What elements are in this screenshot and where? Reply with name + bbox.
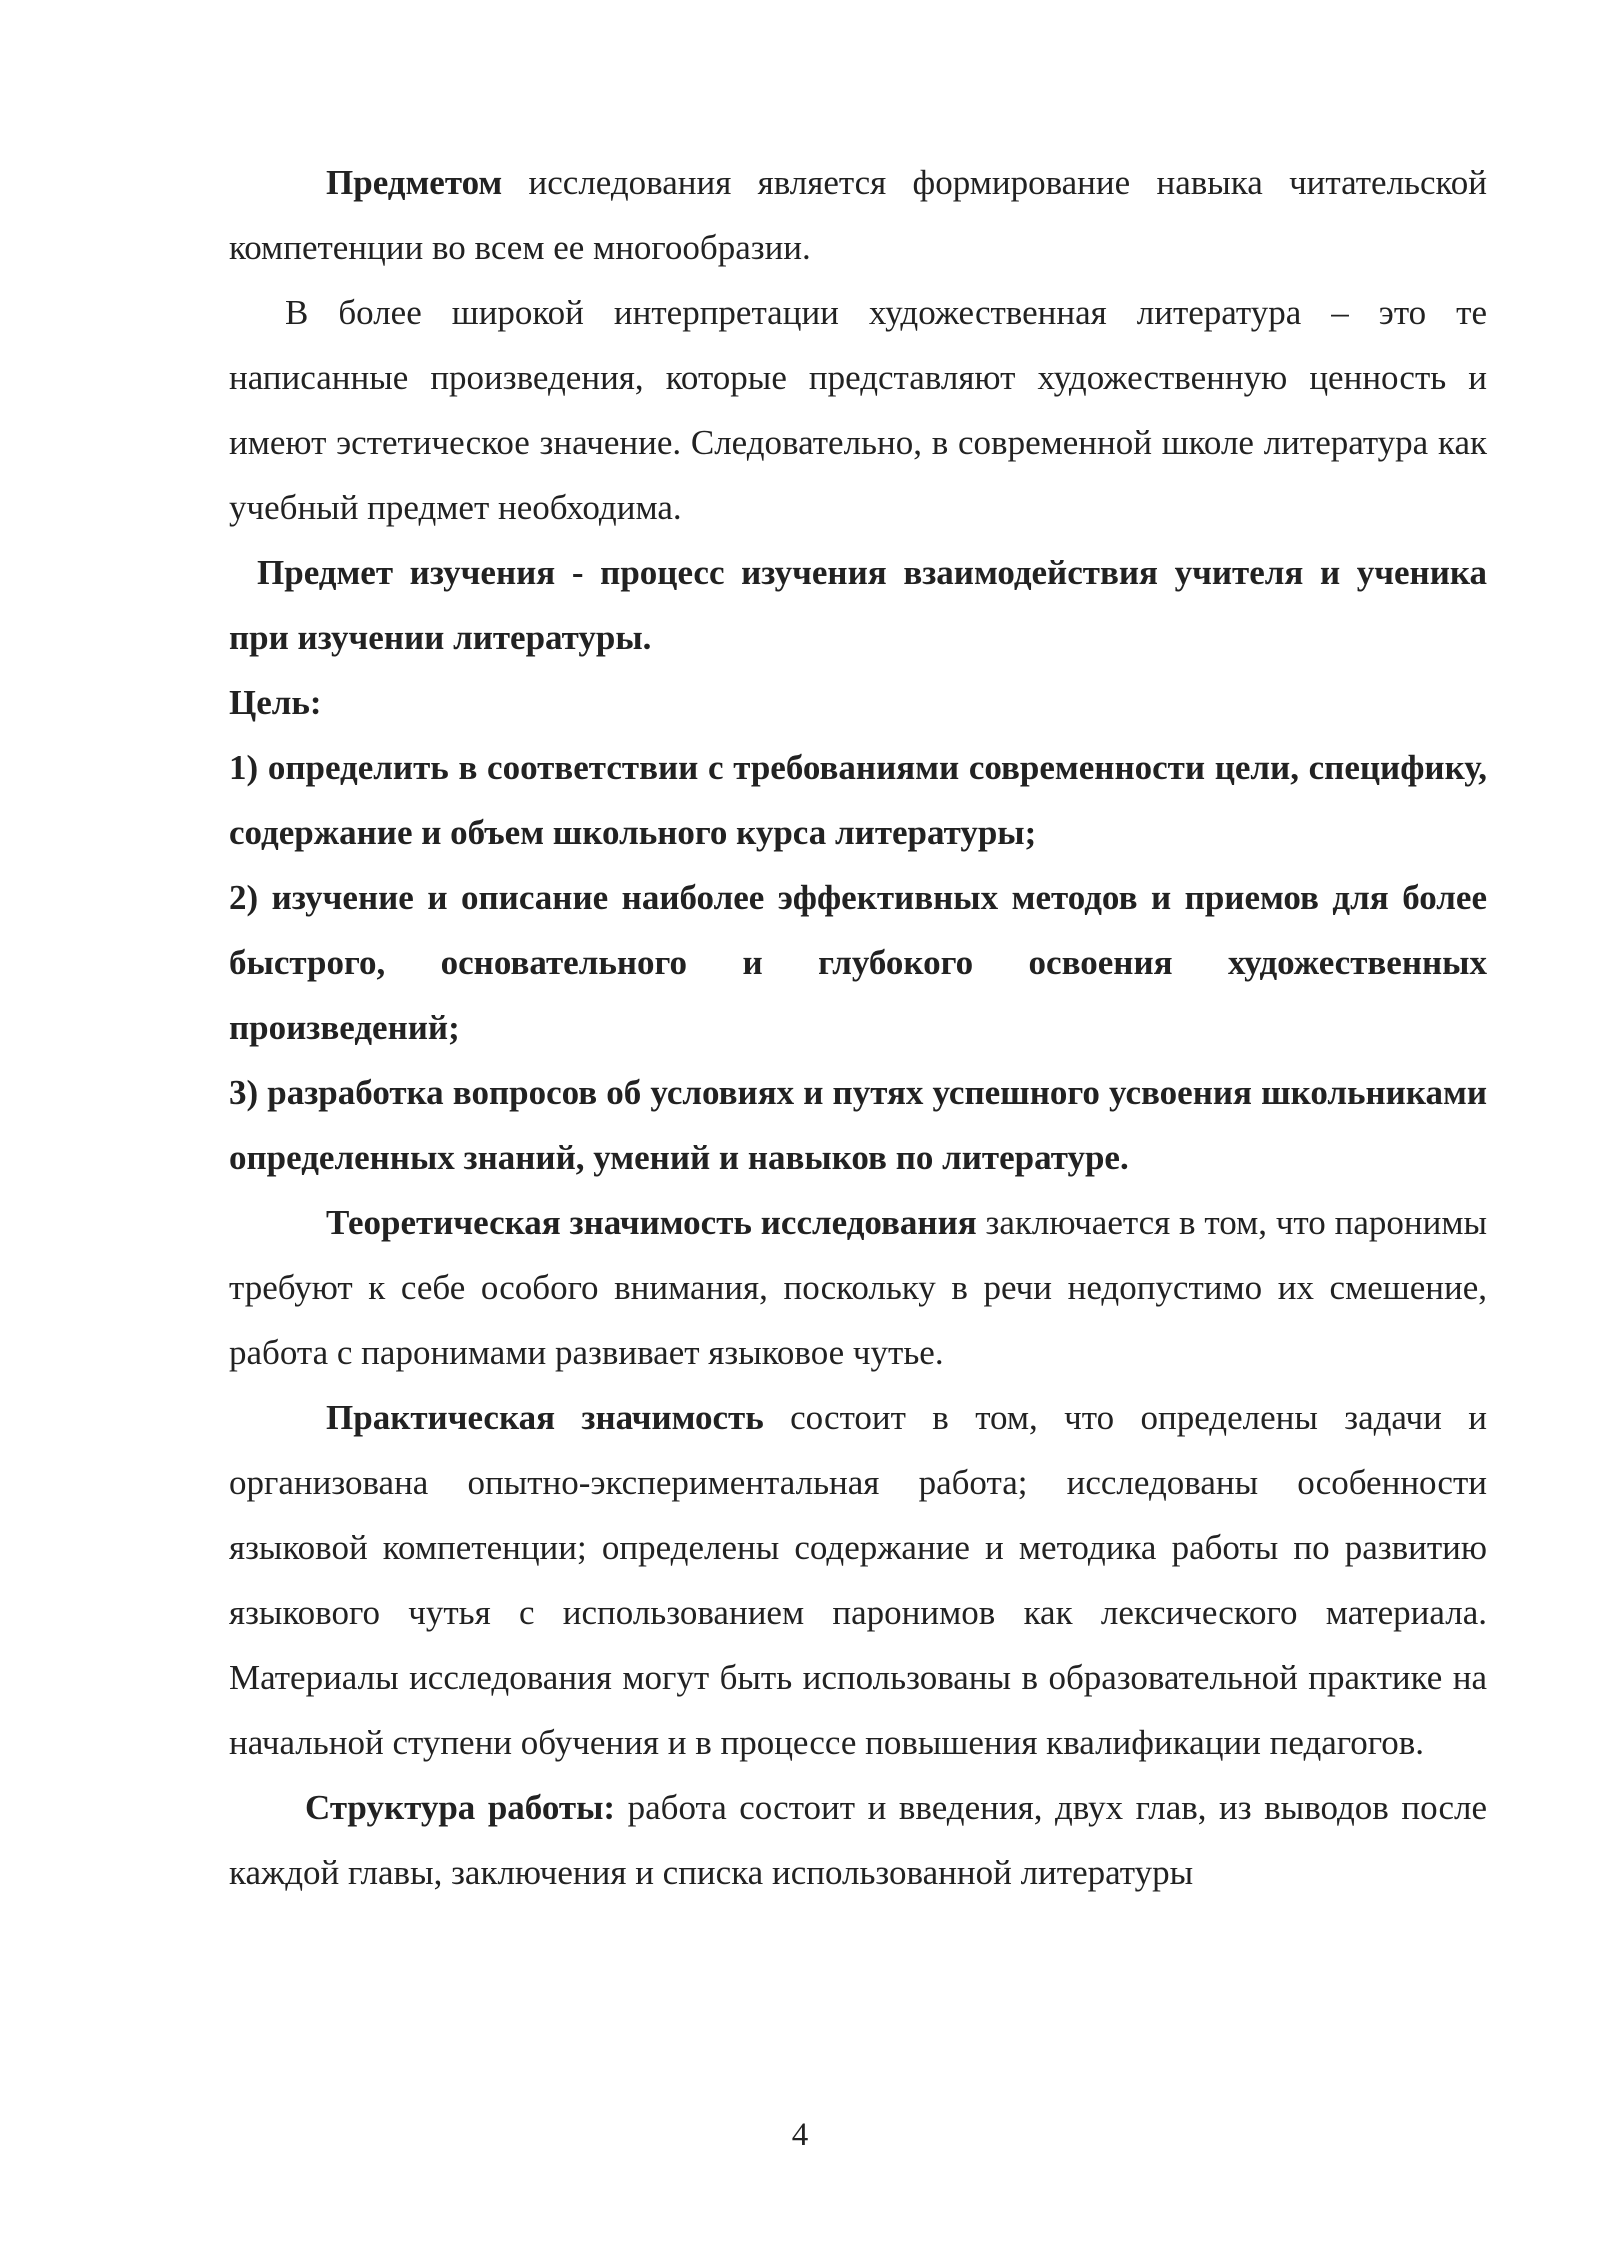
practical-significance-paragraph [229, 1385, 1487, 1775]
research-subject-paragraph [229, 150, 1487, 280]
page-number: 4 [791, 2117, 809, 2153]
theoretical-significance-paragraph [229, 1190, 1487, 1385]
study-subject-paragraph: Предмет изучения - процесс изучения взаимодействия учителя и ученика при изучении литературы. [229, 553, 1487, 657]
goal-item-3: 3) разработка вопросов об условиях и путях успешного усвоения школьниками определенных знаний, умений и навыков по литературе. [229, 1073, 1487, 1177]
practical-significance-lead: Практическая значимость [326, 1398, 764, 1437]
practical-significance-text: состоит в том, что определены задачи и организована опытно-экспериментальная работа; исследованы особенности языковой компетенции; определены содержание и методика работы по развитию языкового чутья с использованием паронимов как лексического материала. Материалы исследования могут быть использованы в образовательной практике на начальной ступени обучения и в процессе повышения квалификации педагогов. [229, 1398, 1487, 1762]
theoretical-significance-text: заключается в том, что паронимы требуют к себе особого внимания, поскольку в речи недопустимо их смешение, работа с паронимами развивает языковое чутье. [229, 1203, 1488, 1372]
goal-heading: Цель: [229, 683, 322, 722]
work-structure-lead: Структура работы: [305, 1788, 616, 1827]
research-subject-lead: Предметом [326, 163, 503, 202]
document-body [229, 150, 1487, 1905]
theoretical-significance-lead: Теоретическая значимость исследования [326, 1203, 977, 1242]
goal-item-1: 1) определить в соответствии с требованиями современности цели, специфику, содержание и объем школьного курса литературы; [229, 748, 1487, 852]
goal-item-2: 2) изучение и описание наиболее эффективных методов и приемов для более быстрого, основательного и глубокого освоения художественных произведений; [229, 878, 1487, 1047]
research-subject-text: исследования является формирование навыка читательской компетенции во всем ее многообразии. [229, 163, 1487, 267]
work-structure-text: работа состоит и введения, двух глав, из выводов после каждой главы, заключения и списка использованной литературы [229, 1788, 1487, 1892]
work-structure-paragraph [229, 1775, 1487, 1905]
interpretation-paragraph: В более широкой интерпретации художественная литература – это те написанные произведения, которые представляют художественную ценность и имеют эстетическое значение. Следовательно, в современной школе литература как учебный предмет необходима. [229, 293, 1487, 527]
